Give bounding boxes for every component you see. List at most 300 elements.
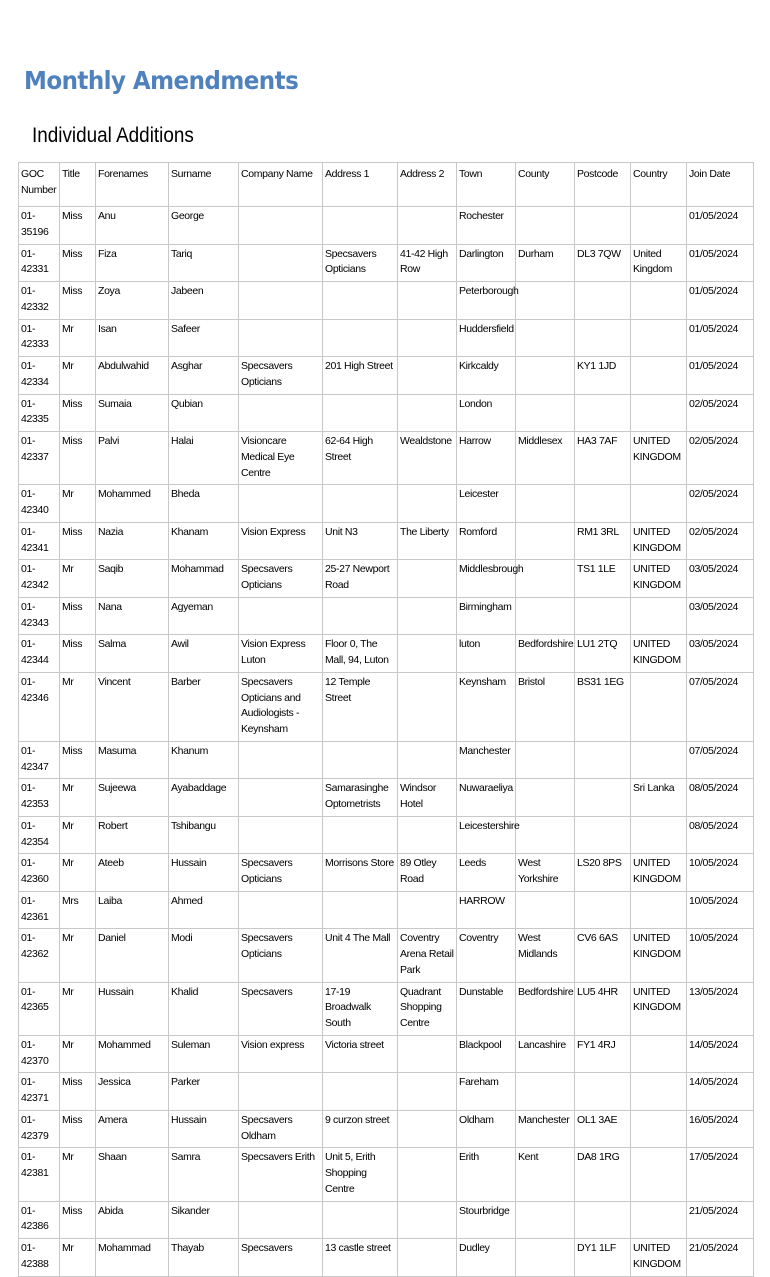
cell-town: London bbox=[457, 394, 516, 432]
table-row bbox=[19, 1201, 754, 1239]
cell-goc-number: 01-42347 bbox=[19, 741, 60, 779]
cell-postcode: TS1 1LE bbox=[575, 560, 631, 598]
cell-surname: Hussain bbox=[169, 854, 239, 892]
cell-address-2: Quadrant Shopping Centre bbox=[398, 982, 457, 1035]
cell-country bbox=[631, 1201, 687, 1239]
cell-goc-number: 01-42361 bbox=[19, 891, 60, 929]
cell-address-2 bbox=[398, 816, 457, 854]
cell-goc-number: 01-42386 bbox=[19, 1201, 60, 1239]
cell-surname: Mohammad bbox=[169, 560, 239, 598]
cell-company-name bbox=[239, 741, 323, 779]
table-row bbox=[19, 816, 754, 854]
table-row bbox=[19, 929, 754, 982]
cell-company-name: Vision express bbox=[239, 1035, 323, 1073]
cell-county: Kent bbox=[516, 1148, 575, 1201]
cell-title: Mr bbox=[60, 485, 96, 523]
cell-goc-number: 01-42388 bbox=[19, 1239, 60, 1277]
cell-country: UNITED KINGDOM bbox=[631, 522, 687, 560]
cell-company-name bbox=[239, 1201, 323, 1239]
cell-address-1 bbox=[323, 597, 398, 635]
section-title: Individual Additions bbox=[32, 124, 194, 147]
col-header-surname: Surname bbox=[169, 163, 239, 207]
cell-company-name bbox=[239, 1073, 323, 1111]
cell-country bbox=[631, 1110, 687, 1148]
cell-goc-number: 01-42371 bbox=[19, 1073, 60, 1111]
cell-forenames: Sumaia bbox=[96, 394, 169, 432]
cell-address-1: Victoria street bbox=[323, 1035, 398, 1073]
cell-join-date: 13/05/2024 bbox=[687, 982, 754, 1035]
cell-town: Harrow bbox=[457, 432, 516, 485]
cell-county: Lancashire bbox=[516, 1035, 575, 1073]
cell-county bbox=[516, 597, 575, 635]
cell-town: Rochester bbox=[457, 207, 516, 245]
cell-join-date: 03/05/2024 bbox=[687, 635, 754, 673]
cell-join-date: 01/05/2024 bbox=[687, 357, 754, 395]
cell-join-date: 01/05/2024 bbox=[687, 282, 754, 320]
cell-join-date: 01/05/2024 bbox=[687, 319, 754, 357]
cell-country bbox=[631, 485, 687, 523]
cell-goc-number: 01-42353 bbox=[19, 779, 60, 817]
cell-join-date: 14/05/2024 bbox=[687, 1073, 754, 1111]
cell-forenames: Saqib bbox=[96, 560, 169, 598]
cell-address-2 bbox=[398, 1148, 457, 1201]
cell-county bbox=[516, 779, 575, 817]
cell-address-2: Windsor Hotel bbox=[398, 779, 457, 817]
cell-join-date: 21/05/2024 bbox=[687, 1201, 754, 1239]
cell-address-2 bbox=[398, 394, 457, 432]
cell-postcode: DL3 7QW bbox=[575, 244, 631, 282]
cell-forenames: Mohammed bbox=[96, 485, 169, 523]
cell-join-date: 03/05/2024 bbox=[687, 597, 754, 635]
cell-goc-number: 01-42337 bbox=[19, 432, 60, 485]
cell-country bbox=[631, 319, 687, 357]
cell-forenames: Abida bbox=[96, 1201, 169, 1239]
col-header-town: Town bbox=[457, 163, 516, 207]
table-row bbox=[19, 1073, 754, 1111]
cell-country: UNITED KINGDOM bbox=[631, 560, 687, 598]
cell-join-date: 10/05/2024 bbox=[687, 891, 754, 929]
cell-forenames: Sujeewa bbox=[96, 779, 169, 817]
cell-company-name bbox=[239, 597, 323, 635]
cell-town: Middlesbrough bbox=[457, 560, 516, 598]
cell-forenames: Nana bbox=[96, 597, 169, 635]
cell-address-2: Wealdstone bbox=[398, 432, 457, 485]
cell-title: Mr bbox=[60, 357, 96, 395]
cell-country bbox=[631, 394, 687, 432]
cell-company-name bbox=[239, 485, 323, 523]
cell-town: Keynsham bbox=[457, 672, 516, 741]
cell-country bbox=[631, 597, 687, 635]
cell-town: Birmingham bbox=[457, 597, 516, 635]
cell-address-1: Morrisons Store bbox=[323, 854, 398, 892]
cell-title: Miss bbox=[60, 635, 96, 673]
cell-address-1 bbox=[323, 891, 398, 929]
cell-surname: Bheda bbox=[169, 485, 239, 523]
cell-address-1 bbox=[323, 1201, 398, 1239]
cell-country: UNITED KINGDOM bbox=[631, 432, 687, 485]
cell-forenames: Abdulwahid bbox=[96, 357, 169, 395]
cell-goc-number: 01-42370 bbox=[19, 1035, 60, 1073]
cell-address-2 bbox=[398, 485, 457, 523]
cell-county: Durham bbox=[516, 244, 575, 282]
cell-town: Huddersfield bbox=[457, 319, 516, 357]
cell-surname: Halai bbox=[169, 432, 239, 485]
cell-postcode: LS20 8PS bbox=[575, 854, 631, 892]
cell-company-name: Specsavers Opticians bbox=[239, 357, 323, 395]
cell-title: Miss bbox=[60, 522, 96, 560]
cell-county bbox=[516, 485, 575, 523]
cell-surname: Tshibangu bbox=[169, 816, 239, 854]
cell-company-name bbox=[239, 319, 323, 357]
table-row bbox=[19, 1148, 754, 1201]
cell-forenames: Isan bbox=[96, 319, 169, 357]
cell-address-2: 89 Otley Road bbox=[398, 854, 457, 892]
cell-goc-number: 01-42379 bbox=[19, 1110, 60, 1148]
cell-town: Nuwaraeliya bbox=[457, 779, 516, 817]
table-row bbox=[19, 1239, 754, 1277]
cell-forenames: Mohammad bbox=[96, 1239, 169, 1277]
cell-county: West Midlands bbox=[516, 929, 575, 982]
cell-company-name bbox=[239, 207, 323, 245]
cell-address-1: 9 curzon street bbox=[323, 1110, 398, 1148]
table-row bbox=[19, 282, 754, 320]
cell-surname: Khalid bbox=[169, 982, 239, 1035]
cell-county bbox=[516, 560, 575, 598]
col-header-goc-number: GOC Number bbox=[19, 163, 60, 207]
table-row bbox=[19, 432, 754, 485]
cell-surname: Ayabaddage bbox=[169, 779, 239, 817]
cell-join-date: 03/05/2024 bbox=[687, 560, 754, 598]
cell-town: Romford bbox=[457, 522, 516, 560]
cell-address-1 bbox=[323, 816, 398, 854]
cell-goc-number: 01-42342 bbox=[19, 560, 60, 598]
cell-postcode bbox=[575, 741, 631, 779]
cell-country bbox=[631, 282, 687, 320]
cell-address-2: The Liberty bbox=[398, 522, 457, 560]
cell-town: Dunstable bbox=[457, 982, 516, 1035]
cell-title: Miss bbox=[60, 282, 96, 320]
cell-goc-number: 01-42332 bbox=[19, 282, 60, 320]
table-row bbox=[19, 635, 754, 673]
col-header-country: Country bbox=[631, 163, 687, 207]
cell-company-name bbox=[239, 891, 323, 929]
cell-company-name: Specsavers bbox=[239, 982, 323, 1035]
cell-address-1 bbox=[323, 207, 398, 245]
cell-country bbox=[631, 891, 687, 929]
cell-postcode: RM1 3RL bbox=[575, 522, 631, 560]
cell-join-date: 14/05/2024 bbox=[687, 1035, 754, 1073]
col-header-company-name: Company Name bbox=[239, 163, 323, 207]
cell-postcode bbox=[575, 816, 631, 854]
cell-forenames: Vincent bbox=[96, 672, 169, 741]
cell-postcode bbox=[575, 891, 631, 929]
cell-address-2: Coventry Arena Retail Park bbox=[398, 929, 457, 982]
cell-county bbox=[516, 522, 575, 560]
table-row bbox=[19, 597, 754, 635]
cell-postcode: DY1 1LF bbox=[575, 1239, 631, 1277]
cell-postcode bbox=[575, 282, 631, 320]
cell-goc-number: 01-42341 bbox=[19, 522, 60, 560]
cell-address-2 bbox=[398, 282, 457, 320]
cell-address-2 bbox=[398, 597, 457, 635]
cell-forenames: Ateeb bbox=[96, 854, 169, 892]
cell-join-date: 10/05/2024 bbox=[687, 854, 754, 892]
cell-postcode: OL1 3AE bbox=[575, 1110, 631, 1148]
cell-postcode: FY1 4RJ bbox=[575, 1035, 631, 1073]
cell-forenames: Anu bbox=[96, 207, 169, 245]
cell-town: Leicester bbox=[457, 485, 516, 523]
cell-postcode: HA3 7AF bbox=[575, 432, 631, 485]
cell-forenames: Jessica bbox=[96, 1073, 169, 1111]
cell-address-1: 12 Temple Street bbox=[323, 672, 398, 741]
cell-join-date: 01/05/2024 bbox=[687, 244, 754, 282]
cell-join-date: 17/05/2024 bbox=[687, 1148, 754, 1201]
cell-address-2 bbox=[398, 560, 457, 598]
cell-forenames: Robert bbox=[96, 816, 169, 854]
cell-forenames: Masuma bbox=[96, 741, 169, 779]
cell-title: Mr bbox=[60, 319, 96, 357]
table-row bbox=[19, 207, 754, 245]
cell-join-date: 08/05/2024 bbox=[687, 816, 754, 854]
cell-country: UNITED KINGDOM bbox=[631, 929, 687, 982]
cell-join-date: 16/05/2024 bbox=[687, 1110, 754, 1148]
table-row bbox=[19, 741, 754, 779]
cell-title: Mr bbox=[60, 816, 96, 854]
cell-surname: Sikander bbox=[169, 1201, 239, 1239]
cell-company-name: Vision Express Luton bbox=[239, 635, 323, 673]
cell-town: luton bbox=[457, 635, 516, 673]
cell-forenames: Shaan bbox=[96, 1148, 169, 1201]
cell-forenames: Nazia bbox=[96, 522, 169, 560]
cell-address-1: Unit 5, Erith Shopping Centre bbox=[323, 1148, 398, 1201]
cell-goc-number: 01-42346 bbox=[19, 672, 60, 741]
cell-goc-number: 01-42340 bbox=[19, 485, 60, 523]
cell-county bbox=[516, 741, 575, 779]
cell-company-name bbox=[239, 394, 323, 432]
cell-surname: Asghar bbox=[169, 357, 239, 395]
cell-join-date: 01/05/2024 bbox=[687, 207, 754, 245]
cell-forenames: Daniel bbox=[96, 929, 169, 982]
cell-title: Mr bbox=[60, 672, 96, 741]
cell-forenames: Laiba bbox=[96, 891, 169, 929]
cell-postcode bbox=[575, 1201, 631, 1239]
table-row bbox=[19, 244, 754, 282]
cell-postcode bbox=[575, 597, 631, 635]
cell-company-name: Specsavers Opticians bbox=[239, 929, 323, 982]
cell-forenames: Amera bbox=[96, 1110, 169, 1148]
cell-address-1 bbox=[323, 282, 398, 320]
cell-address-1: 17-19 Broadwalk South bbox=[323, 982, 398, 1035]
cell-country bbox=[631, 741, 687, 779]
cell-surname: Ahmed bbox=[169, 891, 239, 929]
cell-join-date: 02/05/2024 bbox=[687, 485, 754, 523]
cell-address-2 bbox=[398, 319, 457, 357]
cell-country: UNITED KINGDOM bbox=[631, 854, 687, 892]
cell-company-name bbox=[239, 244, 323, 282]
cell-goc-number: 01-42334 bbox=[19, 357, 60, 395]
col-header-forenames: Forenames bbox=[96, 163, 169, 207]
cell-address-1: Samarasinghe Optometrists bbox=[323, 779, 398, 817]
cell-title: Mr bbox=[60, 929, 96, 982]
cell-country bbox=[631, 357, 687, 395]
cell-title: Mr bbox=[60, 560, 96, 598]
cell-town: Dudley bbox=[457, 1239, 516, 1277]
cell-country bbox=[631, 1035, 687, 1073]
cell-surname: George bbox=[169, 207, 239, 245]
cell-town: Peterborough bbox=[457, 282, 516, 320]
cell-goc-number: 01-35196 bbox=[19, 207, 60, 245]
cell-forenames: Mohammed bbox=[96, 1035, 169, 1073]
cell-postcode: KY1 1JD bbox=[575, 357, 631, 395]
table-row bbox=[19, 560, 754, 598]
cell-address-1: 62-64 High Street bbox=[323, 432, 398, 485]
cell-town: Stourbridge bbox=[457, 1201, 516, 1239]
cell-address-2 bbox=[398, 1201, 457, 1239]
cell-town: Leeds bbox=[457, 854, 516, 892]
col-header-title: Title bbox=[60, 163, 96, 207]
cell-town: Kirkcaldy bbox=[457, 357, 516, 395]
cell-surname: Jabeen bbox=[169, 282, 239, 320]
table-row bbox=[19, 522, 754, 560]
cell-address-2 bbox=[398, 1035, 457, 1073]
cell-join-date: 07/05/2024 bbox=[687, 741, 754, 779]
cell-title: Miss bbox=[60, 597, 96, 635]
cell-surname: Samra bbox=[169, 1148, 239, 1201]
cell-company-name bbox=[239, 282, 323, 320]
table-row bbox=[19, 854, 754, 892]
cell-town: Leicestershire bbox=[457, 816, 516, 854]
cell-county: Bedfordshire bbox=[516, 982, 575, 1035]
cell-title: Mrs bbox=[60, 891, 96, 929]
cell-company-name: Vision Express bbox=[239, 522, 323, 560]
cell-surname: Awil bbox=[169, 635, 239, 673]
cell-country bbox=[631, 207, 687, 245]
cell-company-name: Specsavers Opticians and Audiologists - Keynsham bbox=[239, 672, 323, 741]
cell-postcode: LU5 4HR bbox=[575, 982, 631, 1035]
cell-surname: Modi bbox=[169, 929, 239, 982]
cell-goc-number: 01-42335 bbox=[19, 394, 60, 432]
cell-title: Miss bbox=[60, 432, 96, 485]
cell-join-date: 10/05/2024 bbox=[687, 929, 754, 982]
cell-forenames: Hussain bbox=[96, 982, 169, 1035]
cell-country: Sri Lanka bbox=[631, 779, 687, 817]
cell-title: Mr bbox=[60, 982, 96, 1035]
additions-table bbox=[18, 162, 754, 1277]
cell-join-date: 02/05/2024 bbox=[687, 394, 754, 432]
cell-address-2 bbox=[398, 207, 457, 245]
cell-title: Miss bbox=[60, 207, 96, 245]
cell-address-1: 201 High Street bbox=[323, 357, 398, 395]
cell-join-date: 21/05/2024 bbox=[687, 1239, 754, 1277]
cell-county: Bristol bbox=[516, 672, 575, 741]
cell-postcode: DA8 1RG bbox=[575, 1148, 631, 1201]
cell-address-1: Unit N3 bbox=[323, 522, 398, 560]
cell-address-1 bbox=[323, 319, 398, 357]
cell-goc-number: 01-42360 bbox=[19, 854, 60, 892]
cell-surname: Parker bbox=[169, 1073, 239, 1111]
cell-title: Miss bbox=[60, 394, 96, 432]
cell-country bbox=[631, 1148, 687, 1201]
table-body bbox=[19, 207, 754, 1277]
cell-country: UNITED KINGDOM bbox=[631, 982, 687, 1035]
cell-surname: Khanum bbox=[169, 741, 239, 779]
cell-postcode bbox=[575, 319, 631, 357]
cell-postcode bbox=[575, 207, 631, 245]
cell-town: Coventry bbox=[457, 929, 516, 982]
cell-join-date: 02/05/2024 bbox=[687, 432, 754, 485]
cell-goc-number: 01-42365 bbox=[19, 982, 60, 1035]
cell-postcode bbox=[575, 779, 631, 817]
cell-company-name bbox=[239, 816, 323, 854]
cell-town: Erith bbox=[457, 1148, 516, 1201]
cell-title: Miss bbox=[60, 244, 96, 282]
page-title: Monthly Amendments bbox=[24, 66, 299, 95]
cell-surname: Tariq bbox=[169, 244, 239, 282]
cell-town: Fareham bbox=[457, 1073, 516, 1111]
cell-title: Miss bbox=[60, 1073, 96, 1111]
cell-company-name: Specsavers Oldham bbox=[239, 1110, 323, 1148]
cell-address-2 bbox=[398, 357, 457, 395]
cell-goc-number: 01-42343 bbox=[19, 597, 60, 635]
cell-surname: Suleman bbox=[169, 1035, 239, 1073]
cell-address-2 bbox=[398, 1239, 457, 1277]
table-row bbox=[19, 779, 754, 817]
cell-address-2 bbox=[398, 1110, 457, 1148]
cell-county bbox=[516, 1239, 575, 1277]
cell-address-1: Floor 0, The Mall, 94, Luton bbox=[323, 635, 398, 673]
cell-address-2 bbox=[398, 672, 457, 741]
cell-postcode: LU1 2TQ bbox=[575, 635, 631, 673]
cell-goc-number: 01-42354 bbox=[19, 816, 60, 854]
cell-company-name: Visioncare Medical Eye Centre bbox=[239, 432, 323, 485]
cell-country bbox=[631, 1073, 687, 1111]
cell-address-2 bbox=[398, 741, 457, 779]
cell-town: Manchester bbox=[457, 741, 516, 779]
cell-country bbox=[631, 672, 687, 741]
table-row bbox=[19, 672, 754, 741]
cell-county bbox=[516, 816, 575, 854]
cell-town: Oldham bbox=[457, 1110, 516, 1148]
cell-goc-number: 01-42331 bbox=[19, 244, 60, 282]
cell-county: Bedfordshire bbox=[516, 635, 575, 673]
cell-address-1 bbox=[323, 485, 398, 523]
cell-town: Blackpool bbox=[457, 1035, 516, 1073]
cell-address-1 bbox=[323, 741, 398, 779]
cell-address-2 bbox=[398, 891, 457, 929]
cell-address-2 bbox=[398, 1073, 457, 1111]
cell-postcode bbox=[575, 1073, 631, 1111]
cell-title: Mr bbox=[60, 1035, 96, 1073]
cell-goc-number: 01-42381 bbox=[19, 1148, 60, 1201]
cell-title: Miss bbox=[60, 741, 96, 779]
cell-forenames: Salma bbox=[96, 635, 169, 673]
table-row bbox=[19, 1110, 754, 1148]
cell-forenames: Palvi bbox=[96, 432, 169, 485]
cell-surname: Hussain bbox=[169, 1110, 239, 1148]
cell-county bbox=[516, 357, 575, 395]
cell-address-2 bbox=[398, 635, 457, 673]
col-header-county: County bbox=[516, 163, 575, 207]
cell-county bbox=[516, 394, 575, 432]
cell-country: UNITED KINGDOM bbox=[631, 635, 687, 673]
cell-title: Mr bbox=[60, 1239, 96, 1277]
cell-country: UNITED KINGDOM bbox=[631, 1239, 687, 1277]
cell-country: United Kingdom bbox=[631, 244, 687, 282]
cell-county bbox=[516, 891, 575, 929]
cell-company-name: Specsavers Opticians bbox=[239, 560, 323, 598]
cell-county: Manchester bbox=[516, 1110, 575, 1148]
cell-county bbox=[516, 282, 575, 320]
